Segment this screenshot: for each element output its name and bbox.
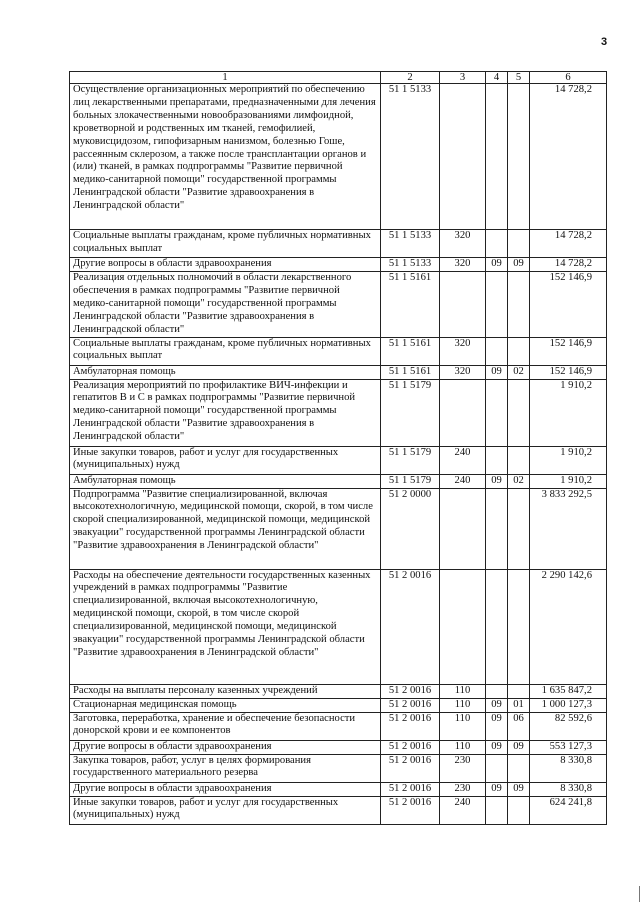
row-code-cell: 51 1 5133 (381, 230, 440, 258)
row-expense-type-cell (440, 569, 486, 684)
row-amount-cell: 152 146,9 (530, 272, 607, 338)
table-row (70, 365, 607, 379)
table-row (70, 337, 607, 365)
row-subsection-cell: 02 (508, 365, 530, 379)
row-expense-type-cell: 110 (440, 684, 486, 698)
row-name-cell: Иные закупки товаров, работ и услуг для государственных (муниципальных) нужд (70, 796, 381, 824)
row-subsection-cell (508, 84, 530, 230)
row-name-cell: Реализация мероприятий по профилактике ВИЧ-инфекции и гепатитов В и С в рамках подпрограммы "Развитие первичной медико-санитарной помощи" государственной программы Ленинградской области "Развитие здравоохранения в Ленинградской области" (70, 379, 381, 446)
row-name-cell: Подпрограмма "Развитие специализированной, включая высокотехнологичную, медицинской помощи, скорой, в том числе скорой специализированной, медицинской помощи, медицинской эвакуации" государственной программы Ленинградской области "Развитие здравоохранения в Ленинградской области" (70, 488, 381, 569)
row-amount-cell: 1 910,2 (530, 446, 607, 474)
row-section-cell: 09 (486, 782, 508, 796)
table-row (70, 258, 607, 272)
row-section-cell: 09 (486, 740, 508, 754)
row-subsection-cell: 06 (508, 712, 530, 740)
row-expense-type-cell: 110 (440, 740, 486, 754)
row-code-cell: 51 1 5161 (381, 337, 440, 365)
row-expense-type-cell: 230 (440, 782, 486, 796)
row-amount-cell: 8 330,8 (530, 754, 607, 782)
row-amount-cell: 152 146,9 (530, 365, 607, 379)
row-section-cell (486, 337, 508, 365)
row-amount-cell: 152 146,9 (530, 337, 607, 365)
row-section-cell (486, 230, 508, 258)
row-subsection-cell: 02 (508, 474, 530, 488)
row-code-cell: 51 2 0016 (381, 740, 440, 754)
row-name-cell: Другие вопросы в области здравоохранения (70, 258, 381, 272)
row-section-cell: 09 (486, 474, 508, 488)
row-name-cell: Расходы на выплаты персоналу казенных учреждений (70, 684, 381, 698)
row-expense-type-cell: 240 (440, 446, 486, 474)
row-subsection-cell (508, 684, 530, 698)
row-expense-type-cell: 110 (440, 712, 486, 740)
table-row (70, 740, 607, 754)
row-name-cell: Закупка товаров, работ, услуг в целях формирования государственного материального резерва (70, 754, 381, 782)
row-name-cell: Другие вопросы в области здравоохранения (70, 782, 381, 796)
row-name-cell: Иные закупки товаров, работ и услуг для государственных (муниципальных) нужд (70, 446, 381, 474)
column-header: 1 (70, 72, 381, 84)
row-amount-cell: 8 330,8 (530, 782, 607, 796)
row-expense-type-cell (440, 272, 486, 338)
row-code-cell: 51 1 5161 (381, 272, 440, 338)
row-name-cell: Осуществление организационных мероприятий по обеспечению лиц лекарственными препаратами, предназначенными для лечения больных злокачественными новообразованиями лимфоидной, кроветворной и родственных им тканей, гемофилией, муковисцидозом, гипофизарным нанизмом, болезнью Гоше, рассеянным склерозом, а также после трансплантации органов и (или) тканей, в рамках подпрограммы "Развитие первичной медико-санитарной помощи" государственной программы Ленинградской области "Развитие здравоохранения в Ленинградской области" (70, 84, 381, 230)
row-expense-type-cell: 320 (440, 337, 486, 365)
table-row (70, 379, 607, 446)
row-expense-type-cell (440, 84, 486, 230)
row-expense-type-cell: 110 (440, 698, 486, 712)
table-row (70, 272, 607, 338)
row-amount-cell: 1 910,2 (530, 379, 607, 446)
row-name-cell: Заготовка, переработка, хранение и обеспечение безопасности донорской крови и ее компонентов (70, 712, 381, 740)
row-subsection-cell: 01 (508, 698, 530, 712)
row-subsection-cell: 09 (508, 782, 530, 796)
column-header: 5 (508, 72, 530, 84)
row-amount-cell: 1 635 847,2 (530, 684, 607, 698)
row-section-cell (486, 684, 508, 698)
row-code-cell: 51 1 5179 (381, 379, 440, 446)
table-row (70, 569, 607, 684)
row-code-cell: 51 2 0016 (381, 782, 440, 796)
row-amount-cell: 14 728,2 (530, 258, 607, 272)
row-amount-cell: 553 127,3 (530, 740, 607, 754)
row-subsection-cell (508, 379, 530, 446)
row-expense-type-cell (440, 488, 486, 569)
row-section-cell: 09 (486, 712, 508, 740)
row-amount-cell: 14 728,2 (530, 230, 607, 258)
row-expense-type-cell: 320 (440, 365, 486, 379)
row-amount-cell: 1 910,2 (530, 474, 607, 488)
row-amount-cell: 14 728,2 (530, 84, 607, 230)
row-code-cell: 51 2 0016 (381, 754, 440, 782)
row-expense-type-cell: 240 (440, 796, 486, 824)
row-section-cell (486, 488, 508, 569)
row-expense-type-cell: 320 (440, 230, 486, 258)
table-row (70, 488, 607, 569)
column-header: 4 (486, 72, 508, 84)
row-subsection-cell (508, 272, 530, 338)
row-subsection-cell (508, 446, 530, 474)
column-header: 3 (440, 72, 486, 84)
row-subsection-cell (508, 569, 530, 684)
table-row (70, 446, 607, 474)
table-header-row (70, 72, 607, 84)
row-code-cell: 51 1 5161 (381, 365, 440, 379)
row-section-cell (486, 272, 508, 338)
table-row (70, 712, 607, 740)
row-name-cell: Амбулаторная помощь (70, 365, 381, 379)
row-name-cell: Социальные выплаты гражданам, кроме публичных нормативных социальных выплат (70, 337, 381, 365)
row-section-cell: 09 (486, 258, 508, 272)
row-section-cell (486, 379, 508, 446)
row-code-cell: 51 2 0016 (381, 712, 440, 740)
row-subsection-cell (508, 754, 530, 782)
row-amount-cell: 2 290 142,6 (530, 569, 607, 684)
row-subsection-cell (508, 796, 530, 824)
column-header: 6 (530, 72, 607, 84)
row-section-cell (486, 446, 508, 474)
row-expense-type-cell: 240 (440, 474, 486, 488)
row-code-cell: 51 1 5179 (381, 474, 440, 488)
row-name-cell: Другие вопросы в области здравоохранения (70, 740, 381, 754)
row-code-cell: 51 2 0016 (381, 796, 440, 824)
row-subsection-cell (508, 488, 530, 569)
row-name-cell: Расходы на обеспечение деятельности государственных казенных учреждений в рамках подпрограммы "Развитие специализированной, включая высокотехнологичную, медицинской помощи, скорой, в том числе скорой специализированной, медицинской помощи, медицинской эвакуации" государственной программы Ленинградской области "Развитие здравоохранения в Ленинградской области" (70, 569, 381, 684)
row-name-cell: Стационарная медицинская помощь (70, 698, 381, 712)
row-subsection-cell: 09 (508, 740, 530, 754)
column-header: 2 (381, 72, 440, 84)
table-row (70, 754, 607, 782)
row-name-cell: Социальные выплаты гражданам, кроме публичных нормативных социальных выплат (70, 230, 381, 258)
row-code-cell: 51 2 0016 (381, 698, 440, 712)
row-section-cell (486, 569, 508, 684)
row-code-cell: 51 2 0016 (381, 569, 440, 684)
page-number: 3 (601, 36, 608, 48)
table-row (70, 796, 607, 824)
row-code-cell: 51 1 5133 (381, 258, 440, 272)
row-expense-type-cell (440, 379, 486, 446)
table-row (70, 474, 607, 488)
table-row (70, 230, 607, 258)
row-expense-type-cell: 230 (440, 754, 486, 782)
row-section-cell: 09 (486, 365, 508, 379)
row-section-cell (486, 84, 508, 230)
table-row (70, 782, 607, 796)
row-subsection-cell: 09 (508, 258, 530, 272)
row-section-cell (486, 754, 508, 782)
row-subsection-cell (508, 337, 530, 365)
row-name-cell: Реализация отдельных полномочий в области лекарственного обеспечения в рамках подпрограммы "Развитие первичной медико-санитарной помощи" государственной программы Ленинградской области "Развитие здравоохранения в Ленинградской области" (70, 272, 381, 338)
table-row (70, 698, 607, 712)
row-expense-type-cell: 320 (440, 258, 486, 272)
row-amount-cell: 1 000 127,3 (530, 698, 607, 712)
row-section-cell (486, 796, 508, 824)
budget-table (69, 71, 607, 825)
table-row (70, 684, 607, 698)
table-row (70, 84, 607, 230)
row-subsection-cell (508, 230, 530, 258)
row-section-cell: 09 (486, 698, 508, 712)
row-code-cell: 51 1 5179 (381, 446, 440, 474)
row-code-cell: 51 2 0016 (381, 684, 440, 698)
row-amount-cell: 3 833 292,5 (530, 488, 607, 569)
row-amount-cell: 82 592,6 (530, 712, 607, 740)
row-name-cell: Амбулаторная помощь (70, 474, 381, 488)
row-code-cell: 51 2 0000 (381, 488, 440, 569)
row-amount-cell: 624 241,8 (530, 796, 607, 824)
row-code-cell: 51 1 5133 (381, 84, 440, 230)
